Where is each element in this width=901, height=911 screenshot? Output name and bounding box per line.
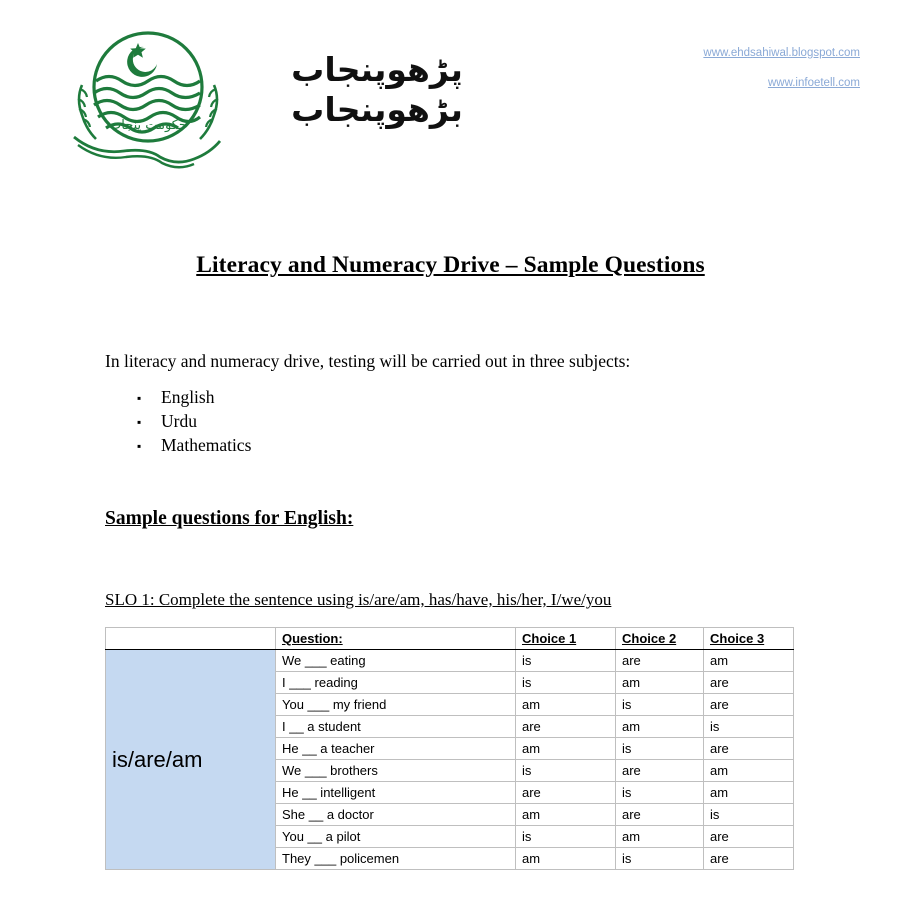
- list-item: [105, 385, 251, 409]
- cell-choice1: is: [516, 760, 616, 782]
- cell-choice1: am: [516, 694, 616, 716]
- punjab-slogan: [262, 50, 492, 130]
- cell-question: He __ intelligent: [276, 782, 516, 804]
- column-header-label: [106, 628, 276, 650]
- page-title: Literacy and Numeracy Drive – Sample Questions: [196, 252, 705, 278]
- cell-question: I __ a student: [276, 716, 516, 738]
- table-body: [106, 650, 794, 870]
- cell-choice3: are: [704, 738, 794, 760]
- cell-choice3: am: [704, 760, 794, 782]
- cell-choice2: is: [616, 738, 704, 760]
- column-header-question: Question:: [276, 628, 516, 650]
- subject-label: Urdu: [161, 411, 197, 431]
- slo-description: SLO 1: Complete the sentence using is/are/am, has/have, his/her, I/we/you: [105, 590, 612, 609]
- cell-question: He __ a teacher: [276, 738, 516, 760]
- cell-choice2: are: [616, 804, 704, 826]
- cell-choice3: am: [704, 650, 794, 672]
- cell-question: We ___ brothers: [276, 760, 516, 782]
- cell-question: They ___ policemen: [276, 848, 516, 870]
- cell-choice3: are: [704, 672, 794, 694]
- subject-label: Mathematics: [161, 435, 252, 455]
- square-bullet-icon: ▪: [137, 415, 142, 429]
- cell-choice2: am: [616, 826, 704, 848]
- cell-choice2: are: [616, 650, 704, 672]
- link-infoetell[interactable]: www.infoetell.com: [767, 77, 860, 89]
- cell-question: I ___ reading: [276, 672, 516, 694]
- cell-choice2: is: [616, 848, 704, 870]
- cell-choice3: are: [704, 848, 794, 870]
- cell-choice3: are: [704, 826, 794, 848]
- table-header-row: [106, 628, 794, 650]
- emblem-urdu-text: حکومت پنجاب: [109, 118, 187, 133]
- questions-table-wrapper: [105, 627, 793, 870]
- cell-choice1: am: [516, 738, 616, 760]
- government-of-punjab-emblem-icon: [60, 25, 236, 173]
- cell-choice3: are: [704, 694, 794, 716]
- column-header-choice1: Choice 1: [516, 628, 616, 650]
- slogan-line-2: بڑھوپنجاب: [291, 90, 463, 129]
- cell-question: You __ a pilot: [276, 826, 516, 848]
- cell-choice2: am: [616, 672, 704, 694]
- slogan-line-1: پڑھوپنجاب: [291, 50, 463, 89]
- table-row: [106, 650, 794, 672]
- cell-choice1: are: [516, 716, 616, 738]
- section-heading-english: Sample questions for English:: [105, 508, 354, 529]
- cell-choice3: am: [704, 782, 794, 804]
- cell-choice3: is: [704, 716, 794, 738]
- subject-list: [105, 385, 251, 457]
- cell-choice1: are: [516, 782, 616, 804]
- cell-choice1: am: [516, 804, 616, 826]
- column-header-choice2: Choice 2: [616, 628, 704, 650]
- cell-choice2: is: [616, 694, 704, 716]
- square-bullet-icon: ▪: [137, 439, 142, 453]
- list-item: [105, 433, 251, 457]
- cell-choice1: is: [516, 672, 616, 694]
- column-header-choice3: Choice 3: [704, 628, 794, 650]
- cell-choice2: am: [616, 716, 704, 738]
- cell-question: We ___ eating: [276, 650, 516, 672]
- intro-paragraph: In literacy and numeracy drive, testing will be carried out in three subjects:: [105, 351, 631, 371]
- cell-choice2: are: [616, 760, 704, 782]
- cell-choice1: is: [516, 650, 616, 672]
- questions-table: [105, 627, 794, 870]
- link-ehdsahiwal-blogspot[interactable]: www.ehdsahiwal.blogspot.com: [703, 47, 860, 59]
- cell-choice1: is: [516, 826, 616, 848]
- subject-label: English: [161, 387, 215, 407]
- cell-choice3: is: [704, 804, 794, 826]
- merged-slo-label-cell: is/are/am: [106, 650, 276, 870]
- page-header: [0, 0, 901, 190]
- square-bullet-icon: ▪: [137, 391, 142, 405]
- list-item: [105, 409, 251, 433]
- cell-question: She __ a doctor: [276, 804, 516, 826]
- header-links: [560, 40, 860, 96]
- cell-question: You ___ my friend: [276, 694, 516, 716]
- cell-choice1: am: [516, 848, 616, 870]
- cell-choice2: is: [616, 782, 704, 804]
